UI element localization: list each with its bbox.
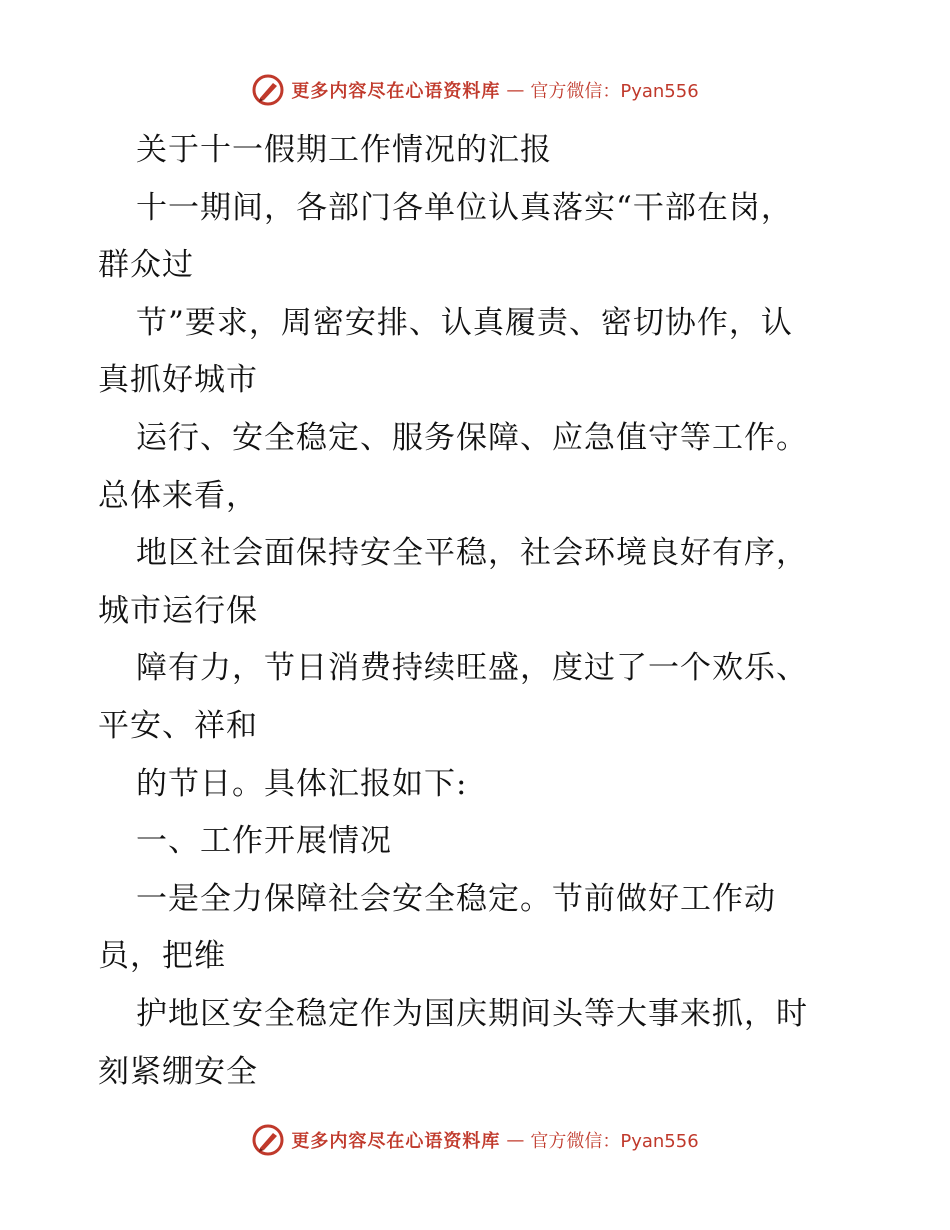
paragraph-line: 总体来看，: [98, 477, 258, 514]
banner-text: 更多内容尽在心语资料库: [291, 1131, 501, 1152]
header-banner: [0, 70, 950, 110]
paragraph-line: 刻紧绷安全: [98, 1053, 258, 1090]
paragraph-line: 真抓好城市: [98, 362, 258, 399]
paragraph-line: 城市运行保: [98, 592, 258, 629]
paragraph-line: 群众过: [98, 247, 194, 284]
banner-contact: 官方微信：Pyan556: [530, 81, 699, 102]
footer-banner: [0, 1120, 950, 1160]
section-heading: 一、工作开展情况: [136, 823, 392, 860]
document-body: [98, 122, 858, 1101]
paragraph-line: 障有力，节日消费持续旺盛，度过了一个欢乐、: [136, 650, 808, 687]
paragraph-line: 员，把维: [98, 938, 226, 975]
pen-circle-icon: [251, 73, 285, 107]
paragraph-line: 的节日。具体汇报如下:: [136, 765, 468, 802]
paragraph-line: 运行、安全稳定、服务保障、应急值守等工作。: [136, 419, 808, 456]
paragraph-line: 平安、祥和: [98, 707, 258, 744]
banner-contact: 官方微信：Pyan556: [530, 1131, 699, 1152]
paragraph-line: 地区社会面保持安全平稳，社会环境良好有序，: [136, 535, 808, 572]
paragraph-line: 节”要求，周密安排、认真履责、密切协作，认: [136, 304, 793, 341]
document-title: 关于十一假期工作情况的汇报: [136, 132, 552, 168]
banner-separator: —: [506, 1129, 525, 1151]
paragraph-line: 一是全力保障社会安全稳定。节前做好工作动: [136, 880, 776, 917]
banner-text: 更多内容尽在心语资料库: [291, 81, 501, 102]
banner-separator: —: [506, 79, 525, 101]
paragraph-line: 十一期间，各部门各单位认真落实“干部在岗，: [136, 189, 793, 226]
paragraph-line: 护地区安全稳定作为国庆期间头等大事来抓，时: [136, 995, 808, 1032]
pen-circle-icon: [251, 1123, 285, 1157]
